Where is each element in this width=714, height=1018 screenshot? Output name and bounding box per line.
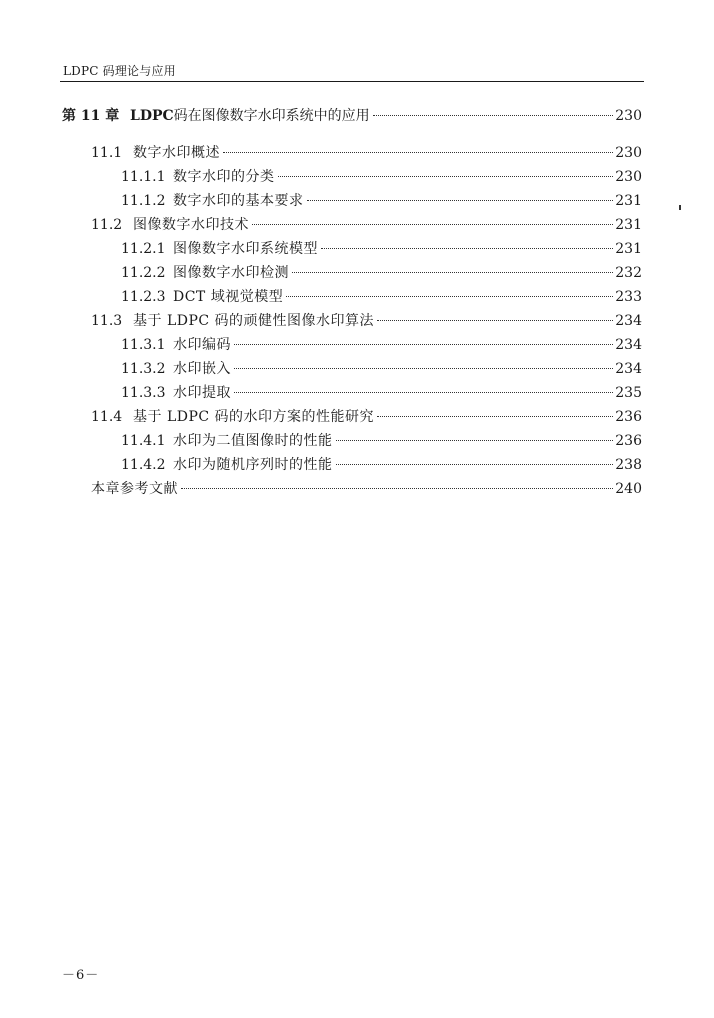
page-ref: 240 xyxy=(615,481,642,497)
header-rule xyxy=(60,81,644,82)
page-ref: 232 xyxy=(615,265,642,281)
entry-title: 数字水印的分类 xyxy=(173,169,275,185)
entry-title: 基于 LDPC 码的水印方案的性能研究 xyxy=(133,409,375,425)
toc-entry-11-1-1[interactable] xyxy=(121,167,642,187)
dot-leader xyxy=(234,344,613,345)
dot-leader xyxy=(181,488,613,489)
page-ref: 233 xyxy=(615,289,642,305)
toc-entry-11-4-2[interactable] xyxy=(121,455,642,475)
entry-number: 11.2.1 xyxy=(121,241,166,257)
dot-leader xyxy=(373,115,614,116)
dot-leader xyxy=(292,272,613,273)
page-number: －6－ xyxy=(62,968,100,983)
dot-leader xyxy=(286,296,613,297)
entry-title: 水印提取 xyxy=(173,385,231,401)
toc-entry-11-4[interactable] xyxy=(91,407,642,427)
entry-title: 数字水印的基本要求 xyxy=(173,193,304,209)
dot-leader xyxy=(307,200,614,201)
entry-number: 11.4.2 xyxy=(121,457,166,473)
entry-title: 数字水印概述 xyxy=(133,145,220,161)
entry-number: 11.2.3 xyxy=(121,289,166,305)
chapter-title-rest: 码在图像数字水印系统中的应用 xyxy=(173,108,370,124)
entry-title: DCT 域视觉模型 xyxy=(173,289,284,305)
entry-number: 11.3.2 xyxy=(121,361,166,377)
page-ref: 235 xyxy=(615,385,642,401)
dot-leader xyxy=(321,248,613,249)
entry-number: 11.1 xyxy=(91,145,123,161)
chapter-title-latin: LDPC xyxy=(130,108,174,124)
page-ref: 236 xyxy=(615,409,642,425)
dot-leader xyxy=(278,176,614,177)
entry-title: 基于 LDPC 码的顽健性图像水印算法 xyxy=(133,313,375,329)
dot-leader xyxy=(336,440,614,441)
toc-entry-11-2-1[interactable] xyxy=(121,239,642,259)
dot-leader xyxy=(223,152,613,153)
page-ref: 234 xyxy=(615,337,642,353)
entry-title: 图像数字水印技术 xyxy=(133,217,249,233)
toc-entry-11-2[interactable] xyxy=(91,215,642,235)
toc-entry-references[interactable] xyxy=(91,479,642,499)
page-ref: 234 xyxy=(615,313,642,329)
dot-leader xyxy=(234,392,613,393)
running-head: LDPC 码理论与应用 xyxy=(63,64,176,78)
entry-title: 水印嵌入 xyxy=(173,361,231,377)
entry-number: 11.1.1 xyxy=(121,169,166,185)
entry-number: 11.2 xyxy=(91,217,123,233)
toc-chapter-11[interactable] xyxy=(62,106,642,126)
page-ref: 238 xyxy=(615,457,642,473)
chapter-title xyxy=(130,106,370,126)
page-ref: 230 xyxy=(615,169,642,185)
toc-entry-11-1[interactable] xyxy=(91,143,642,163)
entry-number: 11.3.3 xyxy=(121,385,166,401)
dot-leader xyxy=(377,416,613,417)
entry-title: 图像数字水印检测 xyxy=(173,265,289,281)
entry-number: 11.1.2 xyxy=(121,193,166,209)
page-ref: 236 xyxy=(615,433,642,449)
page-ref: 231 xyxy=(615,241,642,257)
page-ref: 231 xyxy=(615,217,642,233)
dot-leader xyxy=(234,368,613,369)
page-ref: 234 xyxy=(615,361,642,377)
toc-entry-11-2-2[interactable] xyxy=(121,263,642,283)
page-ref: 230 xyxy=(615,145,642,161)
entry-title: 图像数字水印系统模型 xyxy=(173,241,318,257)
chapter-number: 第 11 章 xyxy=(62,108,120,124)
toc-entry-11-3[interactable] xyxy=(91,311,642,331)
toc-entry-11-4-1[interactable] xyxy=(121,431,642,451)
entry-title: 水印编码 xyxy=(173,337,231,353)
toc-entry-11-3-2[interactable] xyxy=(121,359,642,379)
toc-entry-11-3-1[interactable] xyxy=(121,335,642,355)
dot-leader xyxy=(252,224,613,225)
toc-entry-11-3-3[interactable] xyxy=(121,383,642,403)
toc-entry-11-1-2[interactable] xyxy=(121,191,642,211)
dot-leader xyxy=(336,464,614,465)
entry-title: 水印为随机序列时的性能 xyxy=(173,457,333,473)
entry-number: 11.4.1 xyxy=(121,433,166,449)
entry-title: 本章参考文献 xyxy=(91,481,178,497)
page-ref: 230 xyxy=(615,108,642,124)
entry-number: 11.2.2 xyxy=(121,265,166,281)
entry-number: 11.3.1 xyxy=(121,337,166,353)
entry-title: 水印为二值图像时的性能 xyxy=(173,433,333,449)
scan-artifact xyxy=(679,205,681,210)
entry-number: 11.3 xyxy=(91,313,123,329)
toc-entry-11-2-3[interactable] xyxy=(121,287,642,307)
dot-leader xyxy=(377,320,613,321)
page-ref: 231 xyxy=(615,193,642,209)
entry-number: 11.4 xyxy=(91,409,123,425)
